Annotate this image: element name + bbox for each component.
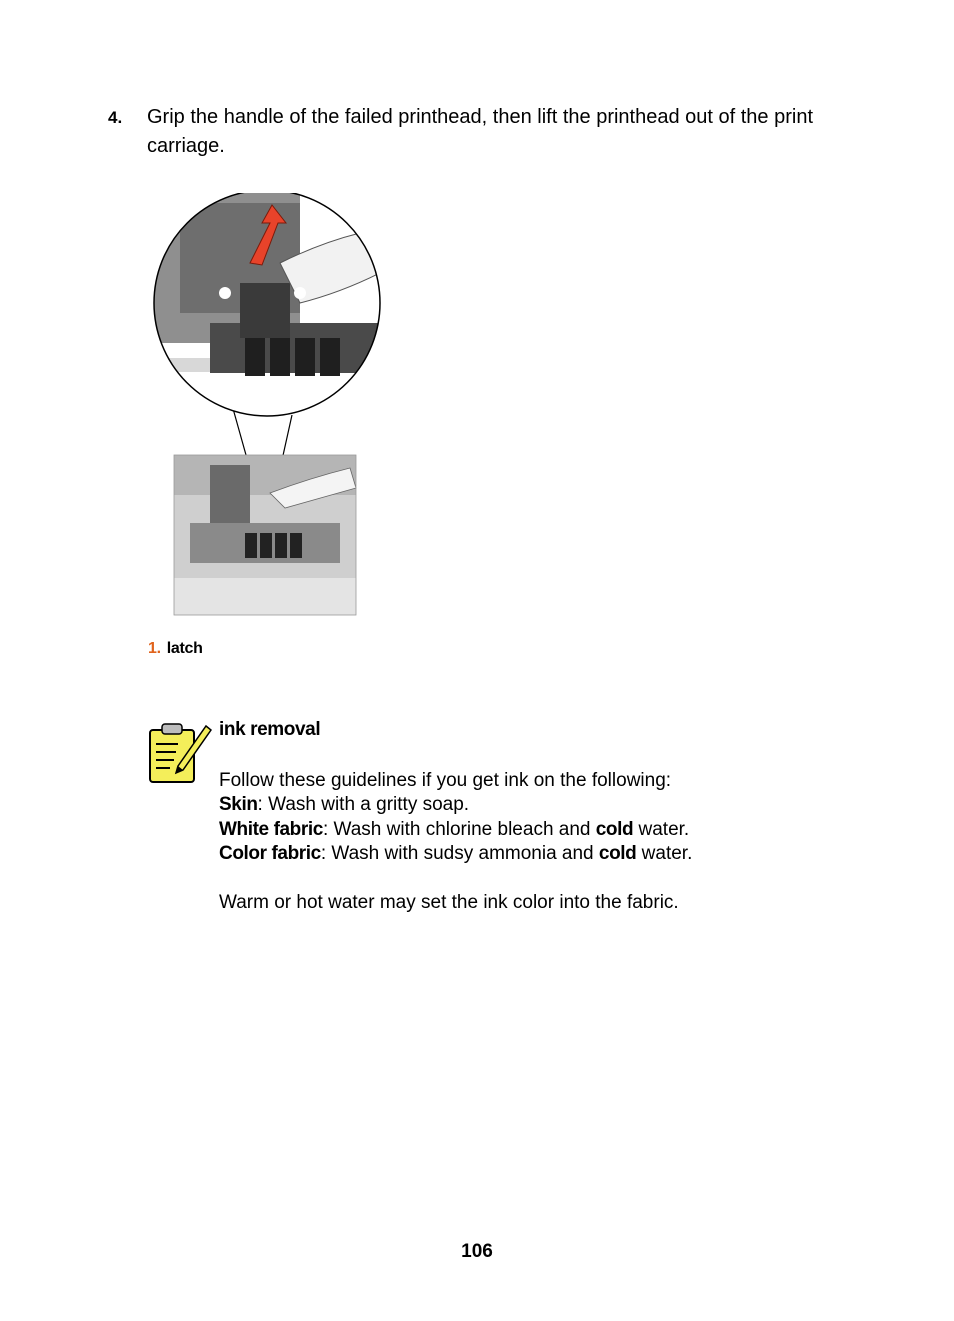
- color-fabric-label: Color fabric: [219, 843, 321, 864]
- step-number: 4.: [108, 108, 123, 127]
- skin-text: : Wash with a gritty soap.: [257, 794, 470, 815]
- printhead-removal-illustration: [150, 193, 390, 618]
- color-fabric-emph: cold: [598, 843, 637, 864]
- white-fabric-guideline: [219, 818, 819, 843]
- white-fabric-emph: cold: [595, 818, 634, 840]
- white-fabric-text-b: water.: [633, 818, 690, 840]
- skin-label: Skin: [219, 794, 258, 815]
- skin-guideline: [219, 793, 819, 818]
- white-fabric-text-a: : Wash with chlorine bleach and: [322, 818, 596, 840]
- color-fabric-text-a: : Wash with sudsy ammonia and: [320, 843, 599, 864]
- note-intro: Follow these guidelines if you get ink on the following:: [219, 769, 672, 791]
- figure-caption: [148, 640, 203, 658]
- color-fabric-guideline: [219, 842, 819, 867]
- note-warning: Warm or hot water may set the ink color into the fabric.: [219, 892, 679, 913]
- caption-label: latch: [166, 640, 203, 657]
- color-fabric-text-b: water.: [636, 843, 693, 864]
- note-title: ink removal: [219, 719, 321, 740]
- step-text: Grip the handle of the failed printhead, then lift the printhead out of the print carriage.: [147, 106, 814, 157]
- white-fabric-label: White fabric: [219, 818, 323, 840]
- caption-number: 1.: [148, 640, 161, 657]
- page-number: 106: [461, 1241, 493, 1262]
- ink-removal-note: [219, 718, 819, 916]
- notepad-pencil-icon: [148, 720, 212, 786]
